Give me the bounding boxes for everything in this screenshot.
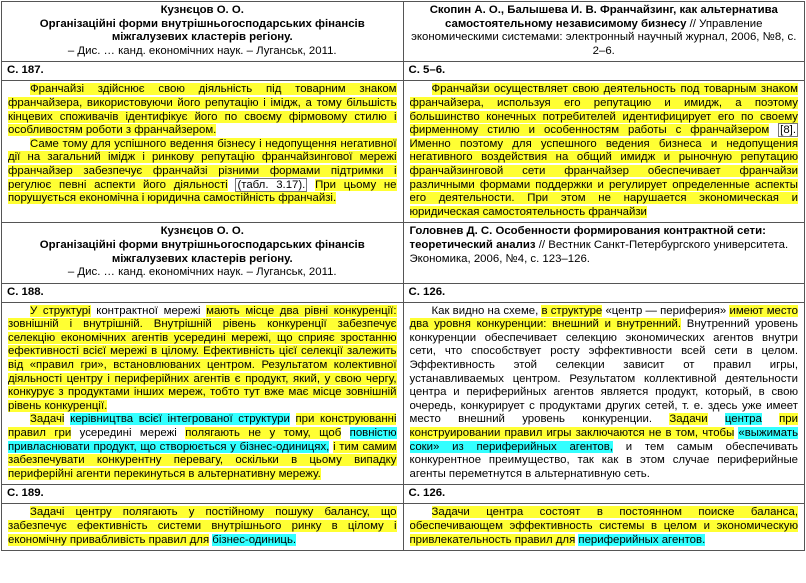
page-row-2 — [2, 283, 805, 302]
highlight: мають місце два рівні конкуренції: зовнішній і внутрішній. Внутрішній рівень конкуренції забезпечує селекцію економічних агентів усередині мережі, що сприяє зростанню ефективності всієї мережі в цілому. Ефективність цієї селекції залежить від «правил гри», встановлюваних центром. Результатом колективної діяльності центру і периферійних агентів є продукт, який, у свою чергу, конкурує з продуктами інших мереж, тобто тут вже має місце зовнішній рівень конкуренції. — [8, 304, 397, 412]
highlight: Именно поэтому для успешного ведения бизнеса и недопущения негативного воздействия на общий имидж и рыночную репутацию франчайзинговой сети франчайзер обеспечивает франчайзи различными формами поддержки и регулирует определенные аспекты его деятельности. При этом не нарушается экономическая и юридическая самостоятельность франчайзи — [409, 137, 798, 218]
highlight: полягають не у тому, щоб — [185, 427, 342, 440]
text-row-1 — [2, 81, 805, 223]
source-details: // Управление экономическими системами: электронный научный журнал, 2006, №8, с. 2–6. — [411, 17, 797, 57]
source-details: // Вестник Санкт-Петербургского университета. Экономика, 2006, №4, с. 123–126. — [409, 238, 789, 265]
page-ref-right: С. 5–6. — [403, 62, 805, 81]
highlight: Задачі — [30, 413, 65, 426]
page-row-1 — [2, 62, 805, 81]
source-title: Організаційні форми внутрішньогосподарських фінансів міжгалузевих кластерів регіону. — [39, 238, 365, 265]
source-author: Кузнєцов О. О. — [160, 225, 244, 238]
highlight: Франчайзи осуществляет свою деятельность под товарным знаком франчайзера, используя его репутацию и имидж, а поэтому большинство конечных потребителей идентифицирует его по своему фирменному стилю и особенностям работы с франчайзером — [409, 83, 798, 137]
text-cell-left — [2, 302, 404, 485]
source-authors-title: Головнев Д. С. Особенности формирования контрактной сети: теоретический анализ — [409, 225, 766, 251]
cyan-highlight: керівництва всієї інтегрованої структури — [70, 413, 290, 426]
plain-text: Внутренний уровень конкуренции обеспечивает селекцию экономических агентов внутри сети, что способствует росту эффективности всей сети в целом. Эффективность этой селекции зависит от правил игры, устанавливаемых центром. Результатом коллективной деятельности центра и периферийных агентов является продукт, который, в свою очередь, конкурирует с продуктами других сетей, т. е. здесь уже имеет место внешний уровень конкуренции. — [409, 318, 798, 426]
highlight: Задачи центра состоят в постоянном поиске баланса, обеспечивающем эффективность системы в целом и экономическую привлекательность правил для — [409, 506, 798, 546]
source-cell-right — [403, 2, 805, 62]
cyan-highlight: центра — [724, 413, 762, 426]
text-cell-right — [403, 504, 805, 551]
source-row-2 — [2, 223, 805, 283]
source-cell-right — [403, 223, 805, 283]
text-cell-right — [403, 81, 805, 223]
source-author: Кузнєцов О. О. — [160, 4, 244, 16]
page-ref-right: С. 126. — [403, 485, 805, 504]
text-cell-right — [403, 302, 805, 485]
source-cell-left — [2, 2, 404, 62]
highlight: при конструюванні правил гри — [8, 413, 397, 440]
page-ref-left: С. 188. — [2, 283, 404, 302]
source-cell-left — [2, 223, 404, 283]
source-authors-title: Скопин А. О., Балышева И. В. Франчайзинг, как альтернатива самостоятельному независимому бизнесу — [429, 4, 778, 30]
highlight: і тим самим забезпечувати конкурентну перевагу, оскільки в цьому випадку периферійні агенти перекинуться в альтернативну мережу. — [8, 440, 397, 480]
source-row-1 — [2, 2, 805, 62]
plain-text: Как видно на схеме, — [431, 304, 542, 317]
text-cell-left — [2, 81, 404, 223]
highlight: имеют место два уровня конкуренции: внешний и внутренний. — [409, 304, 798, 331]
cyan-highlight: бізнес-одиниць. — [212, 533, 297, 546]
plain-text: усередині мережі — [71, 427, 186, 440]
page-ref-right: С. 126. — [403, 283, 805, 302]
text-row-3 — [2, 504, 805, 551]
cyan-highlight: периферийных агентов. — [578, 533, 706, 546]
page-ref-left: С. 189. — [2, 485, 404, 504]
highlight: Задачи — [669, 413, 708, 426]
highlight: У структурі — [30, 304, 91, 317]
page-row-3 — [2, 485, 805, 504]
highlight: в структуре — [541, 304, 603, 317]
source-title: Організаційні форми внутрішньогосподарських фінансів міжгалузевих кластерів регіону. — [39, 17, 365, 44]
comparison-table — [1, 1, 805, 551]
plain-text: и тем самым обеспечивать конкурентное преимущество, так как в этом случае периферийные агенты переметнутся в альтернативную сеть. — [409, 440, 798, 480]
page-ref-left: С. 187. — [2, 62, 404, 81]
plain-text: контрактної мережі — [90, 304, 207, 317]
cyan-highlight: «выжимать соки» из периферийных агентов, — [409, 427, 798, 453]
plain-text: «центр — периферия» — [602, 304, 730, 317]
source-details: – Дис. … канд. економічних наук. – Луганськ, 2011. — [67, 44, 337, 57]
cyan-highlight: повністю привласнювати продукт, що створюється у бізнес-одиницях, — [8, 427, 397, 453]
highlight: При цьому не порушується економічна і юридична самостійність франчайзі. — [8, 178, 397, 205]
table-reference: (табл. 3.17). — [237, 178, 306, 191]
source-details: – Дис. … канд. економічних наук. – Луганськ, 2011. — [67, 266, 337, 279]
highlight: Франчайзі здійснює свою діяльність під товарним знаком франчайзера, використовуючи його репутацію і імідж, а тому більшість кінцевих споживачів ідентифікує його по своєму фірмовому стилю і особливостям роботи з франчайзером. — [8, 83, 397, 137]
text-cell-left — [2, 504, 404, 551]
highlight: при конструировании правил игры заключаются не в том, чтобы — [409, 413, 798, 440]
citation-reference: [8]. — [780, 124, 796, 137]
highlight: Саме тому для успішного ведення бізнесу і недопущення негативної дії на загальний імідж і ринкову репутацію франчайзингової мережі франчайзер забезпечує франчайзі різними формами підтримки і регулює певні аспекти його діяльності — [8, 137, 397, 191]
highlight: Задачі центру полягають у постійному пошуку балансу, що забезпечує ефективність системи внутрішнього ринку в цілому і економічну привабливість правил для — [8, 506, 397, 546]
text-row-2 — [2, 302, 805, 485]
